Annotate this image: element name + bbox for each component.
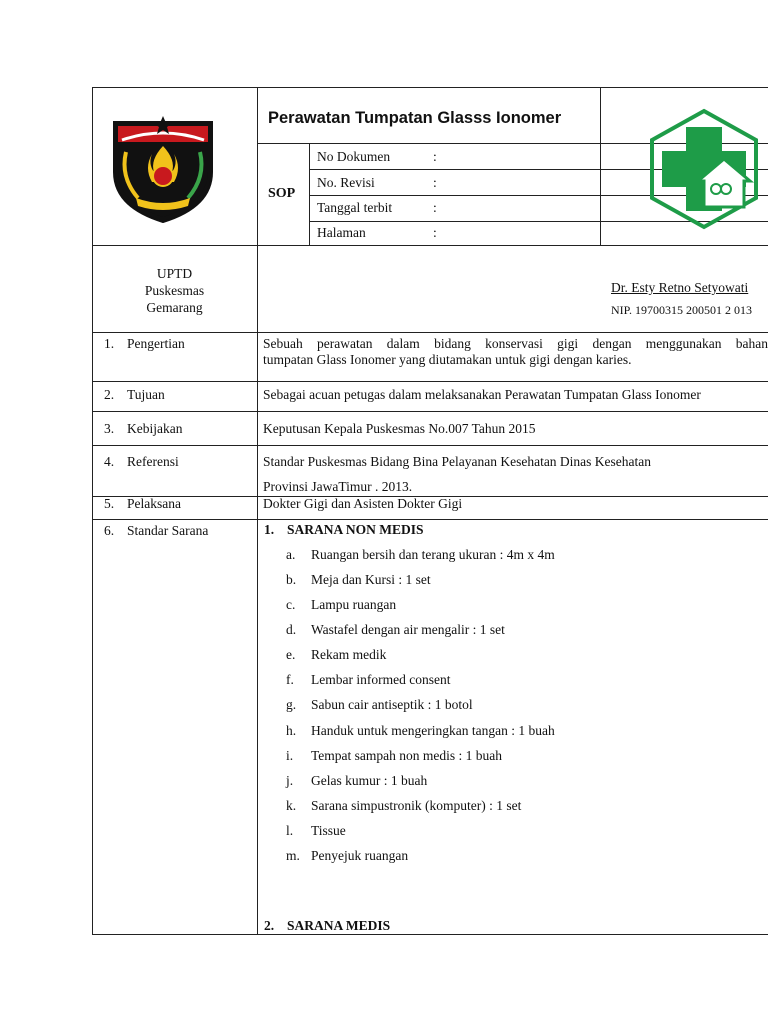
row-label-pengertian: Pengertian — [127, 336, 185, 351]
list-item: Penyejuk ruangan — [311, 848, 409, 863]
row-number: 6. — [104, 523, 115, 538]
signatory-name: Dr. Esty Retno Setyowati — [611, 280, 749, 295]
section-title-medis: SARANA MEDIS — [287, 918, 391, 933]
org-line: Puskesmas — [144, 283, 205, 298]
list-letter: g. — [286, 697, 297, 712]
meta-separator: : — [433, 149, 437, 164]
pengertian-text: tumpatan Glass Ionomer yang diutamakan untuk gigi dengan karies. — [263, 352, 632, 367]
section-title-non-medis: SARANA NON MEDIS — [287, 522, 424, 537]
table-line — [92, 245, 768, 246]
row-number: 5. — [104, 496, 115, 511]
table-border-left — [92, 87, 93, 935]
row-number: 2. — [104, 387, 115, 402]
referensi-text: Provinsi JawaTimur . 2013. — [263, 479, 413, 494]
referensi-text: Standar Puskesmas Bidang Bina Pelayanan Kesehatan Dinas Kesehatan — [263, 454, 652, 469]
table-line — [92, 381, 768, 382]
list-item: Wastafel dengan air mengalir : 1 set — [311, 622, 505, 637]
table-border-bottom — [92, 934, 768, 935]
list-item: Lembar informed consent — [311, 672, 451, 687]
org-line: UPTD — [156, 266, 193, 281]
tujuan-text: Sebagai acuan petugas dalam melaksanakan Perawatan Tumpatan Glass Ionomer — [263, 387, 701, 402]
list-letter: a. — [286, 547, 296, 562]
meta-label-no-dokumen: No Dokumen — [317, 149, 391, 164]
list-letter: f. — [286, 672, 294, 687]
list-item: Ruangan bersih dan terang ukuran : 4m x 4m — [311, 547, 555, 562]
row-label-referensi: Referensi — [127, 454, 179, 469]
puskesmas-logo-icon — [646, 107, 762, 231]
row-label-kebijakan: Kebijakan — [127, 421, 183, 436]
meta-separator: : — [433, 200, 437, 215]
org-line: Gemarang — [146, 300, 203, 315]
table-line — [92, 411, 768, 412]
row-number: 4. — [104, 454, 115, 469]
list-item: Meja dan Kursi : 1 set — [311, 572, 431, 587]
org-name — [92, 265, 257, 316]
list-letter: k. — [286, 798, 297, 813]
table-line — [92, 332, 768, 333]
table-line — [309, 143, 310, 246]
list-item: Rekam medik — [311, 647, 387, 662]
list-letter: e. — [286, 647, 296, 662]
table-line — [92, 519, 768, 520]
section-number: 1. — [264, 522, 275, 537]
list-item: Tempat sampah non medis : 1 buah — [311, 748, 503, 763]
row-label-standar-sarana: Standar Sarana — [127, 523, 209, 538]
list-letter: c. — [286, 597, 296, 612]
row-label-pelaksana: Pelaksana — [127, 496, 181, 511]
meta-label-no-revisi: No. Revisi — [317, 175, 375, 190]
table-line — [257, 87, 258, 935]
pelaksana-text: Dokter Gigi dan Asisten Dokter Gigi — [263, 496, 463, 511]
table-line — [600, 87, 601, 246]
page-title: Perawatan Tumpatan Glasss Ionomer — [268, 109, 562, 127]
list-letter: d. — [286, 622, 297, 637]
list-letter: b. — [286, 572, 297, 587]
list-letter: l. — [286, 823, 294, 838]
row-label-tujuan: Tujuan — [127, 387, 165, 402]
list-item: Sabun cair antiseptik : 1 botol — [311, 697, 473, 712]
list-item: Tissue — [311, 823, 346, 838]
regional-emblem-icon — [108, 112, 218, 224]
list-item: Gelas kumur : 1 buah — [311, 773, 428, 788]
table-line — [92, 445, 768, 446]
kebijakan-text: Keputusan Kepala Puskesmas No.007 Tahun 2015 — [263, 421, 536, 436]
list-item: Sarana simpustronik (komputer) : 1 set — [311, 798, 522, 813]
list-item: Handuk untuk mengeringkan tangan : 1 buah — [311, 723, 555, 738]
list-letter: j. — [286, 773, 294, 788]
table-border-top — [92, 87, 768, 88]
row-number: 1. — [104, 336, 115, 351]
meta-separator: : — [433, 175, 437, 190]
meta-separator: : — [433, 225, 437, 240]
list-item: Lampu ruangan — [311, 597, 397, 612]
section-number: 2. — [264, 918, 275, 933]
list-letter: h. — [286, 723, 297, 738]
sop-label: SOP — [268, 186, 296, 201]
meta-label-halaman: Halaman — [317, 225, 366, 240]
row-number: 3. — [104, 421, 115, 436]
meta-label-tanggal-terbit: Tanggal terbit — [317, 200, 393, 215]
signatory-nip: NIP. 19700315 200501 2 013 — [611, 303, 753, 317]
list-letter: m. — [286, 848, 300, 863]
pengertian-text: Sebuah perawatan dalam bidang konservasi gigi dengan menggunakan bahan — [263, 336, 768, 351]
list-letter: i. — [286, 748, 294, 763]
